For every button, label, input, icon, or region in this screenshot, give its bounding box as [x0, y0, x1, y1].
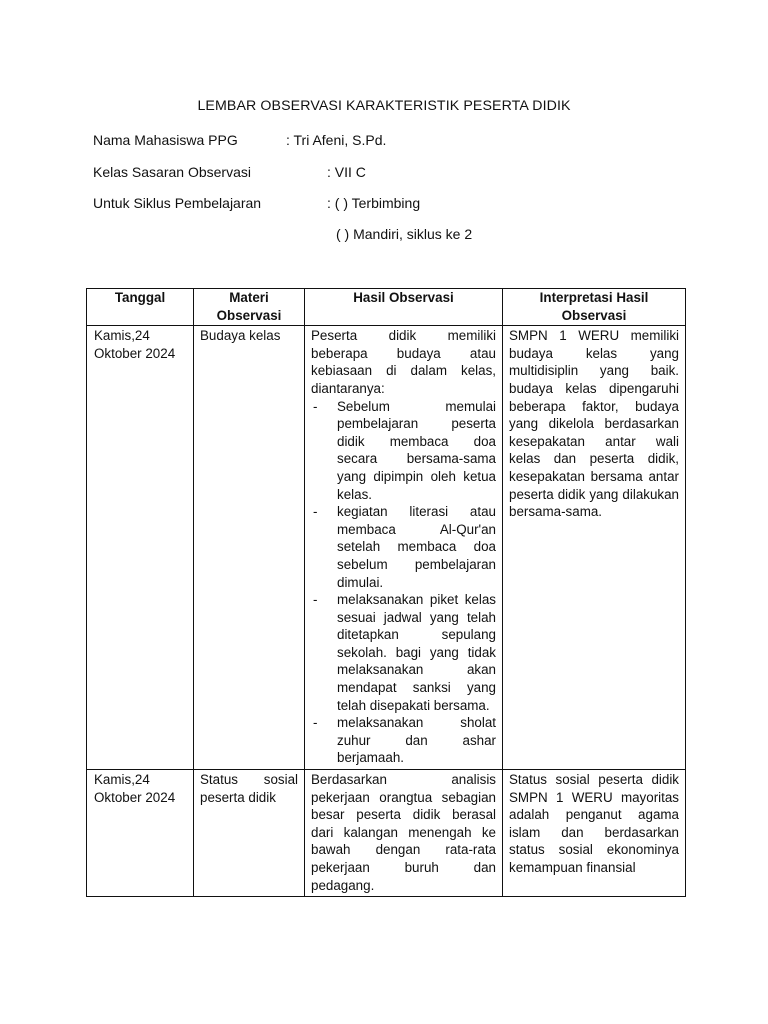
- header-interpretasi-hasil-observasi: Interpretasi Hasil Observasi: [503, 289, 686, 326]
- observation-table: [86, 288, 686, 897]
- document-title: LEMBAR OBSERVASI KARAKTERISTIK PESERTA DIDIK: [197, 98, 571, 114]
- list-item: - kegiatan literasi atau membaca Al-Qur'an setelah membaca doa sebelum pembelajaran dimulai.: [313, 504, 496, 590]
- cell-interpretasi: Status sosial peserta didik SMPN 1 WERU mayoritas adalah penganut agama islam dan berdasarkan status sosial ekonominya kemampuan finansial: [503, 770, 686, 897]
- hasil-intro: Peserta didik memiliki beberapa budaya atau kebiasaan di dalam kelas, diantaranya:: [311, 328, 496, 396]
- nama-mahasiswa-label: Nama Mahasiswa PPG: [93, 132, 238, 148]
- cell-hasil: [305, 326, 503, 770]
- cell-tanggal: Kamis,24 Oktober 2024: [87, 326, 194, 770]
- header-materi-observasi: Materi Observasi: [194, 289, 305, 326]
- hasil-list: [311, 398, 496, 767]
- siklus-pembelajaran-value: : ( ) Terbimbing: [327, 195, 421, 211]
- cell-tanggal: Kamis,24 Oktober 2024: [87, 770, 194, 897]
- list-item-text: melaksanakan piket kelas sesuai jadwal yang telah ditetapkan sepulang sekolah. bagi yang tidak melaksanakan akan mendapat sanksi yang telah disepakati bersama.: [337, 592, 496, 713]
- cell-interpretasi: SMPN 1 WERU memiliki budaya kelas yang multidisiplin yang baik. budaya kelas dipengaruhi beberapa faktor, budaya yang dikelola berdasarkan kesepakatan antar wali kelas dan peserta didik, kesepakatan bersama antar peserta didik yang dilakukan bersama-sama.: [503, 326, 686, 770]
- cell-materi: Budaya kelas: [194, 326, 305, 770]
- kelas-sasaran-value: : VII C: [327, 164, 366, 180]
- header-tanggal: Tanggal: [87, 289, 194, 326]
- kelas-sasaran-label: Kelas Sasaran Observasi: [93, 164, 251, 180]
- list-item: - Sebelum memulai pembelajaran peserta didik membaca doa secara bersama-sama yang dipimpin oleh ketua kelas.: [313, 398, 496, 502]
- table-row: [87, 326, 686, 770]
- list-item-text: melaksanakan sholat zuhur dan ashar berjamaah.: [337, 715, 496, 766]
- siklus-pembelajaran-value-2: ( ) Mandiri, siklus ke 2: [336, 226, 473, 242]
- list-item: - melaksanakan sholat zuhur dan ashar berjamaah.: [313, 715, 496, 766]
- cell-hasil: Berdasarkan analisis pekerjaan orangtua sebagian besar peserta didik berasal dari kalangan menengah ke bawah dengan rata-rata pekerjaan buruh dan pedagang.: [305, 770, 503, 897]
- table-header-row: [87, 289, 686, 326]
- siklus-pembelajaran-label: Untuk Siklus Pembelajaran: [93, 195, 262, 211]
- table-row: [87, 770, 686, 897]
- list-item-text: kegiatan literasi atau membaca Al-Qur'an setelah membaca doa sebelum pembelajaran dimulai.: [337, 504, 496, 590]
- cell-materi: Status sosial peserta didik: [194, 770, 305, 897]
- list-item: - melaksanakan piket kelas sesuai jadwal yang telah ditetapkan sepulang sekolah. bagi yang tidak melaksanakan akan mendapat sanksi yang telah disepakati bersama.: [313, 592, 496, 713]
- nama-mahasiswa-value: : Tri Afeni, S.Pd.: [286, 132, 387, 148]
- header-hasil-observasi: Hasil Observasi: [305, 289, 503, 326]
- list-item-text: Sebelum memulai pembelajaran peserta didik membaca doa secara bersama-sama yang dipimpin oleh ketua kelas.: [337, 398, 496, 502]
